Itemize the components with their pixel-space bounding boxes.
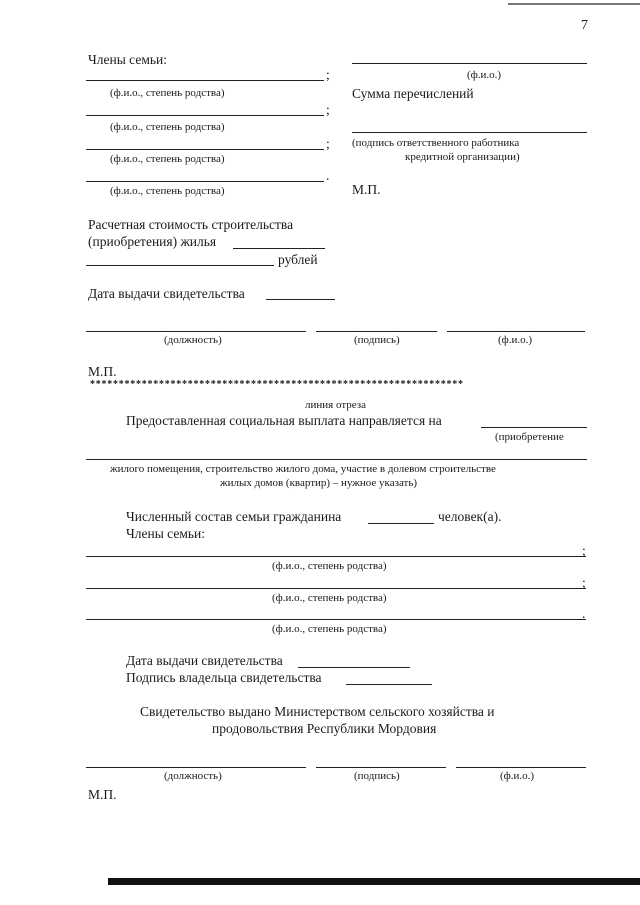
cost-amount-line (86, 265, 274, 266)
position-line-1 (86, 331, 306, 332)
member2-line-2 (86, 588, 586, 589)
scan-edge-bottom (108, 878, 640, 885)
signature-caption-line2: кредитной организации) (405, 151, 520, 163)
position-caption-2: (должность) (164, 770, 222, 782)
purchase-caption: (приобретение (495, 431, 564, 443)
sign-line-2 (316, 767, 446, 768)
member-caption-1: (ф.и.о., степень родства) (110, 87, 225, 99)
issue-date-line-1 (266, 299, 335, 300)
issued-by-line2: продовольствия Республики Мордовия (212, 721, 437, 736)
member-caption-2: (ф.и.о., степень родства) (110, 121, 225, 133)
member-line-3 (86, 149, 324, 150)
member-line-2 (86, 115, 324, 116)
member2-line-1 (86, 556, 586, 557)
family-size-line (368, 523, 434, 524)
sign-line-1 (316, 331, 437, 332)
member-caption-4: (ф.и.о., степень родства) (110, 185, 225, 197)
member-line-2-end: ; (326, 102, 330, 117)
payment-target-line (481, 427, 587, 428)
payment-text: Предоставленная социальная выплата направляется на (126, 413, 442, 428)
owner-signature-line (346, 684, 432, 685)
member2-line-3 (86, 619, 586, 620)
mp-bottom: М.П. (88, 787, 117, 802)
member-line-1 (86, 80, 324, 81)
purpose-line (86, 459, 587, 460)
issue-date-line-2 (298, 667, 410, 668)
position-line-2 (86, 767, 306, 768)
persons-label: человек(а). (438, 509, 502, 524)
page-number: 7 (581, 18, 588, 33)
cut-line-label: линия отреза (305, 399, 366, 411)
fio-caption-2: (ф.и.о.) (500, 770, 535, 782)
mp-left: М.П. (88, 364, 117, 379)
fio-line-right (352, 63, 587, 64)
member2-line-3-end: . (582, 606, 586, 621)
member2-line-1-end: ; (582, 543, 586, 558)
mp-right: М.П. (352, 182, 381, 197)
member-line-1-end: ; (326, 67, 330, 82)
issued-by-line1: Свидетельство выдано Министерством сельского хозяйства и (140, 704, 495, 719)
owner-signature-label: Подпись владельца свидетельства (126, 670, 322, 685)
scan-edge-top (508, 3, 640, 5)
member-line-4-end: . (326, 168, 330, 183)
family-members-label: Члены семьи: (88, 52, 167, 67)
fio-line-2 (456, 767, 586, 768)
member2-caption-1: (ф.и.о., степень родства) (272, 560, 387, 572)
cost-label-line1: Расчетная стоимость строительства (88, 217, 294, 232)
member-line-3-end: ; (326, 136, 330, 151)
member2-caption-2: (ф.и.о., степень родства) (272, 592, 387, 604)
rubles-label: рублей (278, 252, 318, 267)
member-line-4 (86, 181, 324, 182)
signature-caption-line1: (подпись ответственного работника (352, 137, 520, 149)
purpose-caption-line2: жилых домов (квартир) – нужное указать) (220, 477, 418, 489)
member2-caption-3: (ф.и.о., степень родства) (272, 623, 387, 635)
cut-line-stars: ***************************************************************** (90, 379, 464, 390)
position-caption-1: (должность) (164, 334, 222, 346)
member-caption-3: (ф.и.о., степень родства) (110, 153, 225, 165)
cost-label-line2: (приобретения) жилья (88, 234, 217, 249)
member2-line-2-end: ; (582, 575, 586, 590)
fio-caption-1: (ф.и.о.) (498, 334, 533, 346)
fio-line-1 (447, 331, 585, 332)
issue-date-label-1: Дата выдачи свидетельства (88, 286, 245, 301)
family-members-label-2: Члены семьи: (126, 526, 205, 541)
issue-date-label-2: Дата выдачи свидетельства (126, 653, 283, 668)
sign-caption-1: (подпись) (354, 334, 400, 346)
sign-caption-2: (подпись) (354, 770, 400, 782)
transfer-amount-label: Сумма перечислений (352, 86, 474, 101)
cost-value-line (233, 248, 325, 249)
fio-caption-right: (ф.и.о.) (467, 69, 502, 81)
signature-line-right (352, 132, 587, 133)
purpose-caption-line1: жилого помещения, строительство жилого дома, участие в долевом строительстве (110, 463, 496, 475)
family-size-text: Численный состав семьи гражданина (126, 509, 342, 524)
